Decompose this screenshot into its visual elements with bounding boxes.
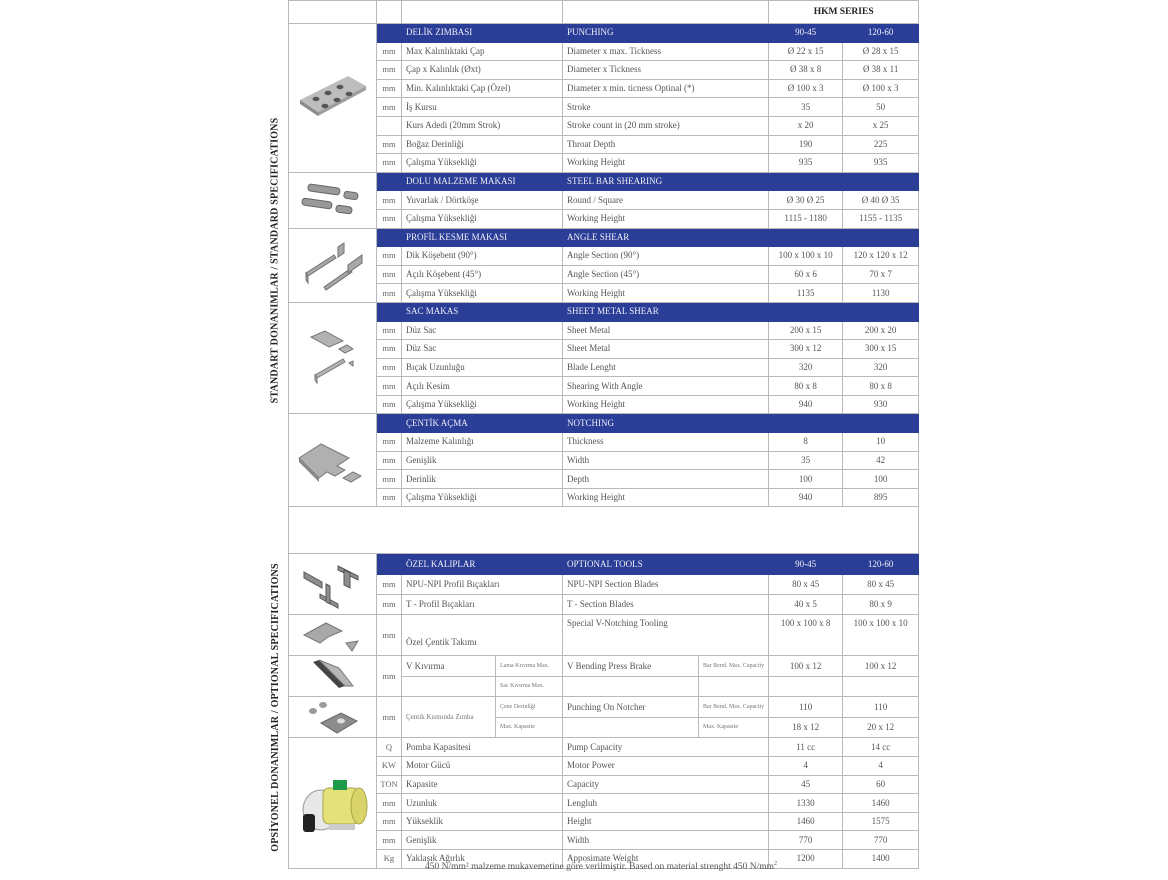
value-90-45: 80 x 45	[769, 574, 843, 594]
value-90-45: 1200	[769, 850, 843, 869]
value-120-60: 80 x 45	[843, 574, 919, 594]
table-row	[289, 42, 919, 61]
section-header-row	[289, 302, 919, 321]
value-120-60: 1575	[843, 812, 919, 831]
section-title-en: NOTCHING	[563, 414, 769, 433]
value-120-60: 100	[843, 470, 919, 489]
spec-label-en: Stroke	[563, 98, 769, 117]
value-90-45: 60 x 6	[769, 265, 843, 284]
model-label: 90-45	[769, 554, 843, 574]
section-title-tr: PROFİL KESME MAKASI	[402, 228, 563, 247]
value-90-45: 18 x 12	[769, 717, 843, 738]
table-row	[289, 488, 919, 507]
spec-label-en: T - Section Blades	[563, 595, 769, 615]
section-title-tr: DOLU MALZEME MAKASI	[402, 172, 563, 191]
header-unit-blank	[377, 302, 402, 321]
spec-label-en: Special V-Notching Tooling	[563, 615, 769, 656]
table-row	[289, 321, 919, 340]
table-row	[289, 574, 919, 594]
value-120-60: 1155 - 1135	[843, 209, 919, 228]
spec-label-tr: Açılı Kesim	[402, 377, 563, 396]
unit-cell: Q	[377, 738, 402, 757]
gap-cell	[289, 507, 919, 554]
value-120-60: 1400	[843, 850, 919, 869]
series-title: HKM SERIES	[769, 1, 919, 24]
table-row	[289, 61, 919, 80]
value-120-60: 80 x 9	[843, 595, 919, 615]
value-90-45: 45	[769, 775, 843, 794]
spec-label-en: Angle Section (45°)	[563, 265, 769, 284]
header-blank	[769, 228, 843, 247]
value-120-60: Ø 100 x 3	[843, 79, 919, 98]
standard-specs-label-text: STANDART DONANIMLAR / STANDARD SPECIFICATIONS	[269, 117, 281, 403]
unit-cell: mm	[377, 247, 402, 266]
table-row	[289, 79, 919, 98]
spec-sublabel-tr: Lama Kıvırma Max.	[496, 656, 563, 677]
value-90-45: 1115 - 1180	[769, 209, 843, 228]
value-90-45: 190	[769, 135, 843, 154]
unit-cell: mm	[377, 812, 402, 831]
value-120-60: Ø 40 Ø 35	[843, 191, 919, 210]
standard-specs-side-label	[262, 30, 288, 490]
spec-label-en: Width	[563, 831, 769, 850]
value-90-45: 320	[769, 358, 843, 377]
header-blank	[843, 172, 919, 191]
value-120-60: 100 x 12	[843, 656, 919, 677]
unit-cell: mm	[377, 42, 402, 61]
table-row	[289, 656, 919, 677]
value-90-45: 1460	[769, 812, 843, 831]
spec-label-en: Shearing With Angle	[563, 377, 769, 396]
blank	[699, 676, 769, 697]
value-120-60: 935	[843, 154, 919, 173]
spec-label-en: Pump Capacity	[563, 738, 769, 757]
unit-cell: mm	[377, 135, 402, 154]
value-120-60: 200 x 20	[843, 321, 919, 340]
unit-cell: mm	[377, 794, 402, 813]
value-90-45: 770	[769, 831, 843, 850]
unit-cell: mm	[377, 265, 402, 284]
spec-label-en: Working Height	[563, 154, 769, 173]
table-row	[289, 615, 919, 656]
table-row	[289, 697, 919, 718]
spec-label-en: Round / Square	[563, 191, 769, 210]
value-90-45: Ø 38 x 8	[769, 61, 843, 80]
value-120-60: 320	[843, 358, 919, 377]
spec-label-tr: Uzunluk	[402, 794, 563, 813]
table-row	[289, 284, 919, 303]
value-90-45: 200 x 15	[769, 321, 843, 340]
value-90-45: x 20	[769, 116, 843, 135]
spec-sublabel-en: Bar Bend. Max. Capacity	[699, 697, 769, 718]
unit-cell: mm	[377, 79, 402, 98]
unit-cell: mm	[377, 615, 402, 656]
spec-label-en: NPU-NPI Section Blades	[563, 574, 769, 594]
header-blank	[843, 228, 919, 247]
table-row	[289, 433, 919, 452]
unit-cell: mm	[377, 154, 402, 173]
hydraulic-motor-icon	[289, 738, 377, 868]
value-90-45: 935	[769, 154, 843, 173]
unit-cell: mm	[377, 595, 402, 615]
unit-cell: mm	[377, 574, 402, 594]
table-row	[289, 98, 919, 117]
value-90-45: 110	[769, 697, 843, 718]
unit-cell: mm	[377, 656, 402, 697]
section-title-en: ANGLE SHEAR	[563, 228, 769, 247]
spec-label-en: Blade Lenght	[563, 358, 769, 377]
section-title-tr: ÇENTİK AÇMA	[402, 414, 563, 433]
table-row	[289, 451, 919, 470]
table-row	[289, 507, 919, 554]
spec-label-en: V Bending Press Brake	[563, 656, 699, 677]
table-row	[289, 757, 919, 776]
table-row	[289, 191, 919, 210]
footnote	[288, 861, 914, 872]
blank	[843, 676, 919, 697]
value-120-60: 930	[843, 395, 919, 414]
spec-label-en: Diameter x max. Tickness	[563, 42, 769, 61]
table-row	[289, 831, 919, 850]
spec-label-en: Working Height	[563, 488, 769, 507]
steel-bars-icon	[289, 172, 377, 228]
unit-cell: mm	[377, 488, 402, 507]
spec-sublabel-tr: Sac Kıvırma Max.	[496, 676, 563, 697]
value-120-60: 895	[843, 488, 919, 507]
model-label: 120-60	[843, 24, 919, 43]
optional-title-en: OPTIONAL TOOLS	[563, 554, 769, 574]
section-title-en: STEEL BAR SHEARING	[563, 172, 769, 191]
unit-cell: mm	[377, 61, 402, 80]
section-header-row	[289, 172, 919, 191]
value-90-45: 1135	[769, 284, 843, 303]
unit-cell: mm	[377, 451, 402, 470]
unit-cell: mm	[377, 470, 402, 489]
value-90-45: 100 x 12	[769, 656, 843, 677]
section-header-row	[289, 414, 919, 433]
spec-label-tr: Malzeme Kalınlığı	[402, 433, 563, 452]
spec-sublabel-tr: Max. Kapasite	[496, 717, 563, 738]
spec-label-en: Punching On Notcher	[563, 697, 699, 718]
table-row	[289, 470, 919, 489]
unit-cell: mm	[377, 340, 402, 359]
value-90-45: 100	[769, 470, 843, 489]
spec-label-tr: Dik Köşebent (90°)	[402, 247, 563, 266]
table-row	[289, 358, 919, 377]
value-90-45: 100 x 100 x 10	[769, 247, 843, 266]
spec-label-tr: Düz Sac	[402, 321, 563, 340]
spec-label-tr: Çalışma Yüksekliği	[402, 209, 563, 228]
unit-cell: mm	[377, 395, 402, 414]
spec-label-en: Working Height	[563, 284, 769, 303]
header-blank	[769, 172, 843, 191]
v-bending-tool-icon	[289, 656, 377, 697]
spec-label-en: Throat Depth	[563, 135, 769, 154]
optional-specs-label-text: OPSİYONEL DONANIMLAR / OPTIONAL SPECIFICATIONS	[269, 563, 281, 852]
blank	[563, 717, 699, 738]
unit-cell: mm	[377, 358, 402, 377]
spec-label-tr: Bıçak Uzunluğu	[402, 358, 563, 377]
header-blank	[843, 414, 919, 433]
value-90-45: 40 x 5	[769, 595, 843, 615]
table-row	[289, 395, 919, 414]
unit-cell: mm	[377, 433, 402, 452]
footnote-text: 450 N/mm² malzeme mukavemetine göre verilmiştir. Based on material strenght 450 N/mm	[425, 862, 774, 873]
spec-label-tr: Kapasite	[402, 775, 563, 794]
value-120-60: 20 x 12	[843, 717, 919, 738]
table-row	[289, 154, 919, 173]
table-row	[289, 775, 919, 794]
blank-tr	[402, 1, 563, 24]
blank-en	[563, 1, 769, 24]
spec-label-tr: Genişlik	[402, 831, 563, 850]
value-120-60: 1460	[843, 794, 919, 813]
table-row	[289, 377, 919, 396]
blank-unit	[377, 1, 402, 24]
table-row	[289, 738, 919, 757]
spec-label-tr: Pomba Kapasitesi	[402, 738, 563, 757]
blank-corner	[289, 1, 377, 24]
notch-punch-icon	[289, 697, 377, 738]
value-90-45: 35	[769, 98, 843, 117]
value-120-60: x 25	[843, 116, 919, 135]
header-blank	[769, 414, 843, 433]
value-120-60: 110	[843, 697, 919, 718]
value-120-60: 10	[843, 433, 919, 452]
value-120-60: 100 x 100 x 10	[843, 615, 919, 656]
spec-label-en: Motor Power	[563, 757, 769, 776]
spec-label-tr: Yaklaşık Ağırlık	[402, 850, 563, 869]
spec-label-en: Width	[563, 451, 769, 470]
spec-label-tr: Çalışma Yüksekliği	[402, 488, 563, 507]
spec-label-en: Apposimate Weight	[563, 850, 769, 869]
optional-specs-side-label	[262, 555, 288, 860]
spec-label-en: Sheet Metal	[563, 340, 769, 359]
value-120-60: Ø 28 x 15	[843, 42, 919, 61]
header-unit-blank	[377, 24, 402, 43]
spec-label-tr: Açılı Köşebent (45°)	[402, 265, 563, 284]
sheet-metal-icon	[289, 302, 377, 414]
value-120-60: 80 x 8	[843, 377, 919, 396]
value-120-60: 1130	[843, 284, 919, 303]
spec-label-tr: Çalışma Yüksekliği	[402, 154, 563, 173]
section-title-en: PUNCHING	[563, 24, 769, 43]
notched-plate-icon	[289, 414, 377, 507]
unit-cell: mm	[377, 98, 402, 117]
table-row	[289, 265, 919, 284]
header-blank	[843, 302, 919, 321]
spec-label-tr: Çalışma Yüksekliği	[402, 395, 563, 414]
spec-label-en: Diameter x Tickness	[563, 61, 769, 80]
value-90-45: 8	[769, 433, 843, 452]
section-header-row	[289, 228, 919, 247]
spec-label-en: Lengluh	[563, 794, 769, 813]
unit-cell: mm	[377, 377, 402, 396]
spec-label-en: Diameter x min. ticness Optinal (*)	[563, 79, 769, 98]
value-90-45: Ø 30 Ø 25	[769, 191, 843, 210]
spec-label-en: Angle Section (90°)	[563, 247, 769, 266]
spec-sublabel-en: Bar Bend. Max. Capacity	[699, 656, 769, 677]
spec-label-en: Stroke count in (20 mm stroke)	[563, 116, 769, 135]
value-90-45: 80 x 8	[769, 377, 843, 396]
spec-label-tr: Min. Kalınlıktaki Çap (Özel)	[402, 79, 563, 98]
spec-label-en: Depth	[563, 470, 769, 489]
value-90-45: Ø 22 x 15	[769, 42, 843, 61]
table-row	[289, 812, 919, 831]
section-title-tr: SAC MAKAS	[402, 302, 563, 321]
unit-cell: mm	[377, 284, 402, 303]
spec-label-tr: Çalışma Yüksekliği	[402, 284, 563, 303]
value-120-60: 300 x 15	[843, 340, 919, 359]
table-row	[289, 135, 919, 154]
unit-cell: TON	[377, 775, 402, 794]
value-120-60: 225	[843, 135, 919, 154]
spec-label-tr: Max Kalınlıktaki Çap	[402, 42, 563, 61]
spec-label-tr: İş Kursu	[402, 98, 563, 117]
value-120-60: 770	[843, 831, 919, 850]
blank	[769, 676, 843, 697]
value-120-60: 4	[843, 757, 919, 776]
section-header-row	[289, 24, 919, 43]
spec-sublabel-en: Max. Kapasite	[699, 717, 769, 738]
value-90-45: Ø 100 x 3	[769, 79, 843, 98]
punched-plate-icon	[289, 24, 377, 173]
spec-label-en: Working Height	[563, 209, 769, 228]
spec-label-tr: Yuvarlak / Dörtköşe	[402, 191, 563, 210]
spec-table	[288, 0, 919, 869]
spec-label-en: Sheet Metal	[563, 321, 769, 340]
spec-label-tr: NPU-NPI Profil Bıçakları	[402, 574, 563, 594]
blank	[402, 676, 496, 697]
spec-label-en: Height	[563, 812, 769, 831]
table-row	[289, 116, 919, 135]
value-90-45: 100 x 100 x 8	[769, 615, 843, 656]
value-90-45: 11 cc	[769, 738, 843, 757]
spec-label-tr: T - Profil Bıçakları	[402, 595, 563, 615]
spec-label-tr: Çap x Kalınlık (Øxt)	[402, 61, 563, 80]
spec-label-tr: Derinlik	[402, 470, 563, 489]
value-120-60: 70 x 7	[843, 265, 919, 284]
header-unit-blank	[377, 228, 402, 247]
unit-cell: mm	[377, 191, 402, 210]
optional-title-tr: ÖZEL KALIPLAR	[402, 554, 563, 574]
spec-label-tr: Boğaz Derinliği	[402, 135, 563, 154]
unit-cell	[377, 116, 402, 135]
table-row	[289, 209, 919, 228]
unit-cell: mm	[377, 831, 402, 850]
unit-cell: Kg	[377, 850, 402, 869]
value-120-60: Ø 38 x 11	[843, 61, 919, 80]
spec-label-tr: Yükseklik	[402, 812, 563, 831]
table-row	[289, 247, 919, 266]
value-120-60: 50	[843, 98, 919, 117]
value-90-45: 940	[769, 395, 843, 414]
unit-cell: mm	[377, 697, 402, 738]
unit-cell: KW	[377, 757, 402, 776]
section-title-tr: DELİK ZIMBASI	[402, 24, 563, 43]
spec-label-tr: Kurs Adedi (20mm Strok)	[402, 116, 563, 135]
value-120-60: 14 cc	[843, 738, 919, 757]
unit-cell: mm	[377, 321, 402, 340]
value-90-45: 940	[769, 488, 843, 507]
table-row	[289, 340, 919, 359]
spec-sublabel-tr: Çene Derinliği	[496, 697, 563, 718]
spec-label-tr: Çentik Kısmında Zımba	[402, 697, 496, 738]
section-blades-icon	[289, 554, 377, 615]
v-notch-tool-icon	[289, 615, 377, 656]
spec-label-tr: Motor Gücü	[402, 757, 563, 776]
table-row	[289, 794, 919, 813]
value-120-60: 60	[843, 775, 919, 794]
angle-profiles-icon	[289, 228, 377, 302]
section-header-row	[289, 554, 919, 574]
value-120-60: 42	[843, 451, 919, 470]
model-label: 120-60	[843, 554, 919, 574]
header-unit-blank	[377, 554, 402, 574]
value-90-45: 1330	[769, 794, 843, 813]
table-row	[289, 1, 919, 24]
section-title-en: SHEET METAL SHEAR	[563, 302, 769, 321]
footnote-superscript: 2	[774, 861, 777, 867]
model-label: 90-45	[769, 24, 843, 43]
spec-label-tr: V Kıvırma	[402, 656, 496, 677]
spec-label-tr: Düz Sac	[402, 340, 563, 359]
spec-label-en: Capacity	[563, 775, 769, 794]
spec-label-tr: Özel Çentik Takımı	[402, 615, 563, 656]
blank	[563, 676, 699, 697]
value-90-45: 300 x 12	[769, 340, 843, 359]
value-90-45: 35	[769, 451, 843, 470]
value-90-45: 4	[769, 757, 843, 776]
spec-label-en: Thickness	[563, 433, 769, 452]
spec-label-en: Working Height	[563, 395, 769, 414]
header-unit-blank	[377, 172, 402, 191]
header-unit-blank	[377, 414, 402, 433]
header-blank	[769, 302, 843, 321]
table-row	[289, 595, 919, 615]
value-120-60: 120 x 120 x 12	[843, 247, 919, 266]
spec-label-tr: Genişlik	[402, 451, 563, 470]
unit-cell: mm	[377, 209, 402, 228]
